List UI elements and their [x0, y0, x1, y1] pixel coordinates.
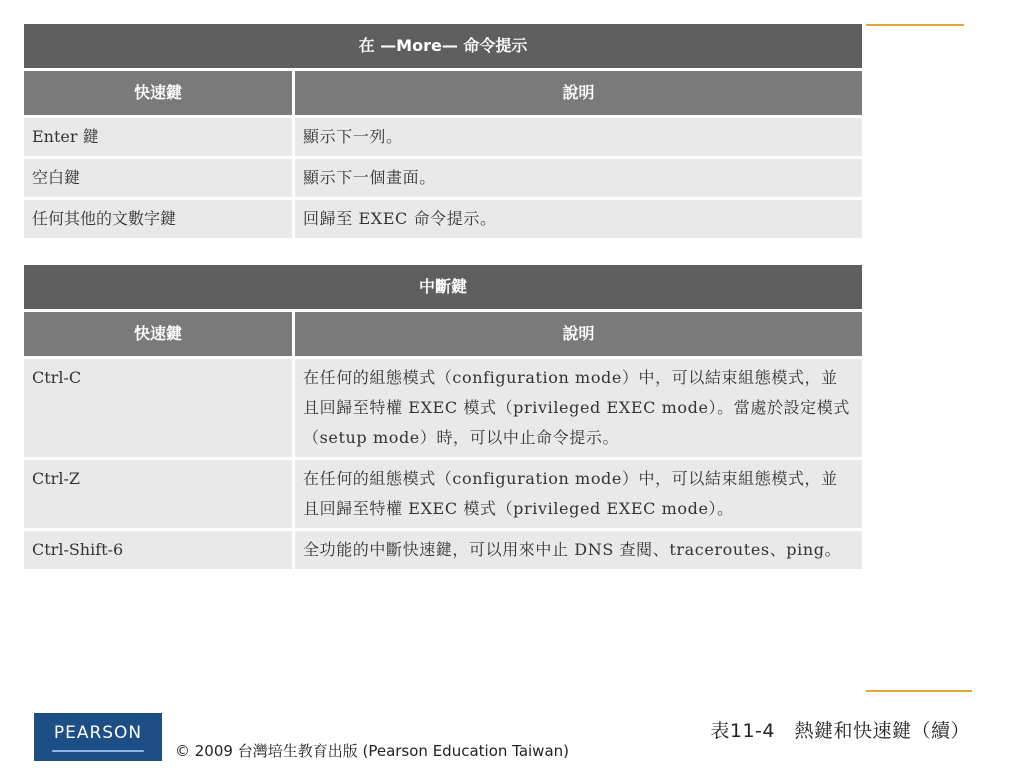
table-header-row: [24, 71, 862, 118]
pearson-logo: [34, 713, 162, 761]
cell-key: Ctrl-Shift-6: [24, 531, 295, 569]
logo-text: PEARSON: [53, 723, 143, 743]
cell-key: Enter 鍵: [24, 118, 295, 156]
table-row: [24, 159, 862, 200]
header-desc: 說明: [295, 312, 862, 356]
table-row: [24, 118, 862, 159]
accent-line-top: [866, 24, 964, 26]
cell-key: 空白鍵: [24, 159, 295, 197]
logo-swoosh-icon: [52, 750, 144, 752]
header-key: 快速鍵: [24, 312, 295, 356]
cell-key: Ctrl-C: [24, 359, 295, 457]
header-key: 快速鍵: [24, 71, 295, 115]
cell-desc: 顯示下一個畫面。: [295, 159, 862, 197]
cell-desc: 在任何的組態模式（configuration mode）中，可以結束組態模式，並且回歸至特權 EXEC 模式（privileged EXEC mode）。: [295, 460, 862, 528]
table-row: [24, 531, 862, 572]
table-banner: 在 —More— 命令提示: [24, 24, 862, 71]
break-keys-table: [24, 265, 862, 572]
table-header-row: [24, 312, 862, 359]
cell-desc: 回歸至 EXEC 命令提示。: [295, 200, 862, 238]
accent-line-bottom: [866, 690, 972, 692]
cell-key: 任何其他的文數字鍵: [24, 200, 295, 238]
table-banner: 中斷鍵: [24, 265, 862, 312]
table-row: [24, 359, 862, 460]
table-row: [24, 200, 862, 241]
more-prompt-table: [24, 24, 862, 241]
cell-desc: 在任何的組態模式（configuration mode）中，可以結束組態模式，並且回歸至特權 EXEC 模式（privileged EXEC mode）。當處於設定模式（setup mode）時，可以中止命令提示。: [295, 359, 862, 457]
cell-key: Ctrl-Z: [24, 460, 295, 528]
copyright-text: © 2009 台灣培生教育出版 (Pearson Education Taiwan): [175, 742, 569, 760]
cell-desc: 全功能的中斷快速鍵，可以用來中止 DNS 查閱、traceroutes、ping。: [295, 531, 862, 569]
header-desc: 說明: [295, 71, 862, 115]
table-row: [24, 460, 862, 531]
cell-desc: 顯示下一列。: [295, 118, 862, 156]
table-caption: 表11-4 熱鍵和快速鍵（續）: [710, 720, 970, 742]
